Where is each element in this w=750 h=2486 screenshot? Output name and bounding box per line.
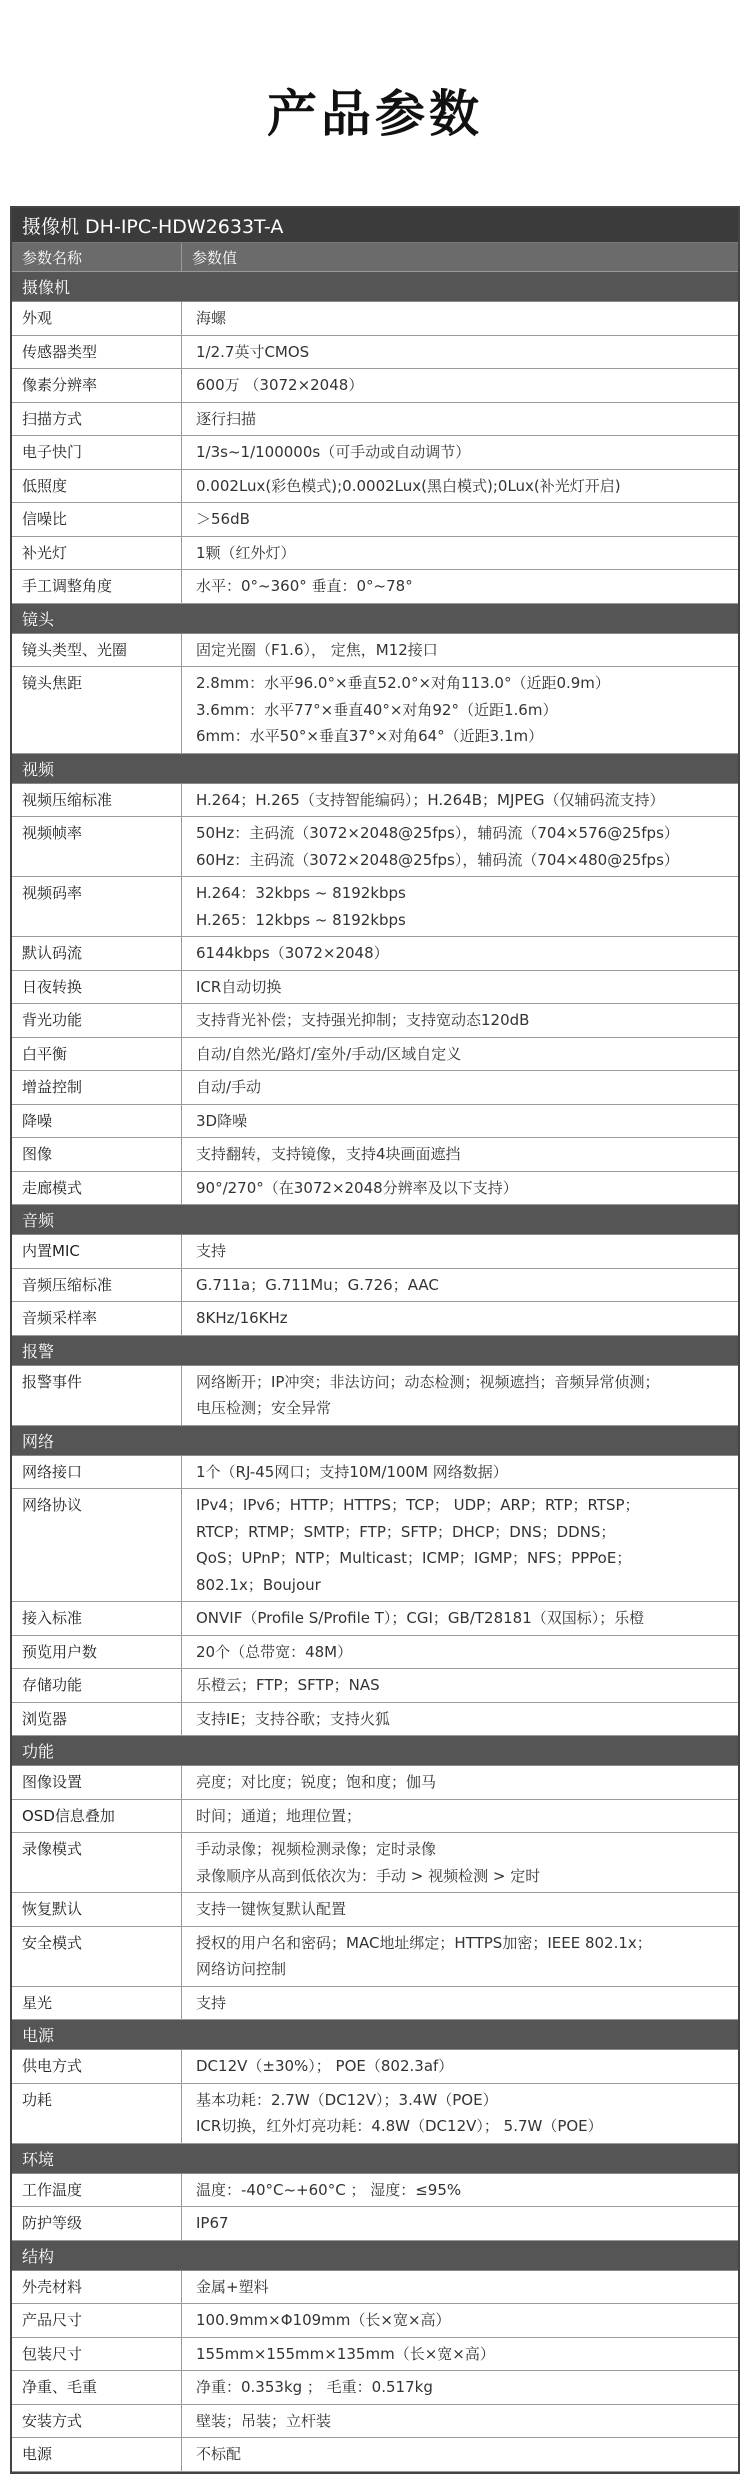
param-value-line: 自动/手动 [196,1078,262,1096]
param-value [182,2174,738,2207]
table-row [12,1071,738,1105]
param-value-line: 支持IE；支持谷歌；支持火狐 [196,1709,390,1728]
table-row [12,1766,738,1800]
param-value [182,1489,738,1601]
param-value-line: 3.6mm：水平77°×垂直40°×对角92°（近距1.6m） [196,700,558,719]
param-value-line: G.711a；G.711Mu；G.726；AAC [196,1275,439,1294]
param-value-line: 1/3s~1/100000s（可手动或自动调节） [196,443,471,461]
table-row [12,1703,738,1737]
param-value-line: 155mm×155mm×135mm（长×宽×高） [196,2344,495,2363]
param-value-line: 金属+塑料 [196,2277,269,2296]
param-name: 存储功能 [12,1669,182,1702]
param-name: 产品尺寸 [12,2304,182,2337]
param-name: 安全模式 [12,1927,182,1986]
param-value-line: 1颗（红外灯） [196,543,296,562]
param-value [182,971,738,1004]
table-row [12,1172,738,1206]
param-value-line: 100.9mm×Φ109mm（长×宽×高） [196,2311,451,2329]
table-row [12,2338,738,2372]
table-row [12,1456,738,1490]
table-row [12,570,738,604]
param-name: 图像 [12,1138,182,1171]
param-value [182,1105,738,1138]
param-value-line: DC12V（±30%）； POE（802.3af） [196,2057,454,2075]
section-header: 网络 [12,1426,738,1456]
table-row [12,470,738,504]
section-header: 功能 [12,1736,738,1766]
param-value [182,1269,738,1302]
param-value-line: 802.1x；Boujour [196,1575,321,1594]
param-name: 像素分辨率 [12,369,182,402]
param-value [182,817,738,876]
param-value-line: 温度：-40°C~+60°C ； 湿度：≤95% [196,2180,462,2199]
param-value [182,1071,738,1104]
param-value [182,537,738,570]
param-value [182,570,738,603]
param-name: 传感器类型 [12,336,182,369]
param-value-line: 20个（总带宽：48M） [196,1642,353,1661]
param-name: 预览用户数 [12,1636,182,1669]
param-name: 图像设置 [12,1766,182,1799]
param-name: 音频采样率 [12,1302,182,1335]
param-value-line: H.265：12kbps ~ 8192kbps [196,910,406,929]
param-name: 包装尺寸 [12,2338,182,2371]
param-value-line: 1个（RJ-45网口；支持10M/100M 网络数据） [196,1462,508,1481]
param-value [182,1669,738,1702]
table-row [12,971,738,1005]
param-name: 镜头类型、光圈 [12,634,182,667]
table-row [12,336,738,370]
param-name: 网络接口 [12,1456,182,1489]
param-value [182,1636,738,1669]
table-row [12,667,738,754]
param-value-line: 6mm：水平50°×垂直37°×对角64°（近距3.1m） [196,727,544,745]
param-value-line: 壁装；吊装；立杆装 [196,2411,332,2430]
param-name: 恢复默认 [12,1893,182,1926]
param-value-line: 净重：0.353kg ； 毛重：0.517kg [196,2378,433,2396]
param-value [182,784,738,817]
param-name: 补光灯 [12,537,182,570]
param-name: 手工调整角度 [12,570,182,603]
section-header: 镜头 [12,604,738,634]
table-body [12,272,738,2472]
table-row [12,1366,738,1426]
param-name: 增益控制 [12,1071,182,1104]
param-value-line: 支持背光补偿；支持强光抑制；支持宽动态120dB [196,1011,530,1029]
table-row [12,2405,738,2439]
param-value [182,667,738,753]
param-name: 白平衡 [12,1038,182,1071]
table-row [12,1489,738,1602]
table-row [12,1669,738,1703]
param-name: 浏览器 [12,1703,182,1736]
param-value-line: 90°/270°（在3072×2048分辨率及以下支持） [196,1178,518,1197]
param-value [182,436,738,469]
param-name: 音频压缩标准 [12,1269,182,1302]
table-row [12,784,738,818]
param-value-line: 录像顺序从高到低依次为：手动 > 视频检测 > 定时 [196,1866,541,1885]
param-value [182,1302,738,1335]
param-name: 网络协议 [12,1489,182,1601]
param-value [182,1893,738,1926]
param-value-line: 支持翻转，支持镜像，支持4块画面遮挡 [196,1145,461,1163]
param-name: 背光功能 [12,1004,182,1037]
section-header: 音频 [12,1205,738,1235]
spec-table [10,206,740,2474]
param-value-line: 手动录像；视频检测录像；定时录像 [196,1840,437,1858]
param-value [182,2438,738,2471]
table-row [12,877,738,937]
table-row [12,1602,738,1636]
param-value-line: H.264：32kbps ~ 8192kbps [196,884,406,902]
header-name-col: 参数名称 [12,243,182,271]
param-name: 功耗 [12,2084,182,2143]
param-name: 供电方式 [12,2050,182,2083]
param-value [182,1004,738,1037]
param-value-line: 海螺 [196,309,227,327]
param-value-line: 支持 [196,1993,227,2012]
param-value [182,1456,738,1489]
param-value-line: 1/2.7英寸CMOS [196,342,310,361]
param-value-line: 600万 （3072×2048） [196,376,364,394]
section-header: 环境 [12,2144,738,2174]
param-name: 降噪 [12,1105,182,1138]
param-value-line: 亮度；对比度；锐度；饱和度；伽马 [196,1773,437,1791]
table-row [12,817,738,877]
table-row [12,2050,738,2084]
param-value-line: H.264；H.265（支持智能编码）；H.264B；MJPEG（仅辅码流支持） [196,790,665,809]
table-row [12,1269,738,1303]
param-name: 工作温度 [12,2174,182,2207]
param-value [182,1602,738,1635]
param-value-line: 支持 [196,1242,227,1260]
param-value-line: 授权的用户名和密码；MAC地址绑定；HTTPS加密；IEEE 802.1x； [196,1933,652,1952]
table-row [12,537,738,571]
section-header: 摄像机 [12,272,738,302]
param-value-line: 60Hz：主码流（3072×2048@25fps），辅码流（704×480@25fps） [196,850,679,869]
table-row [12,2304,738,2338]
param-value [182,2338,738,2371]
param-value [182,302,738,335]
param-name: 视频压缩标准 [12,784,182,817]
param-value [182,1703,738,1736]
param-value [182,2371,738,2404]
param-name: 日夜转换 [12,971,182,1004]
param-value-line: 自动/自然光/路灯/室外/手动/区域自定义 [196,1044,462,1063]
param-name: 默认码流 [12,937,182,970]
table-row [12,403,738,437]
param-value [182,1235,738,1268]
param-value-line: ICR切换，红外灯亮功耗：4.8W（DC12V）； 5.7W（POE） [196,2117,603,2135]
param-value [182,634,738,667]
param-value-line: RTCP；RTMP；SMTP；FTP；SFTP；DHCP；DNS；DDNS； [196,1522,616,1541]
page-title: 产品参数 [267,85,483,143]
param-value [182,1987,738,2020]
table-row [12,1004,738,1038]
param-name: 安装方式 [12,2405,182,2438]
param-name: 电源 [12,2438,182,2471]
param-name: 视频帧率 [12,817,182,876]
param-value-line: 8KHz/16KHz [196,1309,288,1327]
table-row [12,1636,738,1670]
header-value-col: 参数值 [192,248,238,267]
param-value-line: 乐橙云；FTP；SFTP；NAS [196,1676,380,1694]
param-value [182,2084,738,2143]
param-value-line: 电压检测；安全异常 [196,1399,332,1417]
param-value [182,403,738,436]
param-value [182,1038,738,1071]
param-value-line: ＞56dB [196,510,250,528]
section-header: 报警 [12,1336,738,1366]
param-name: 扫描方式 [12,403,182,436]
param-name: 视频码率 [12,877,182,936]
param-value-line: 基本功耗：2.7W（DC12V）；3.4W（POE） [196,2090,498,2109]
param-value [182,937,738,970]
param-name: 星光 [12,1987,182,2020]
param-name: 电子快门 [12,436,182,469]
param-name: 报警事件 [12,1366,182,1425]
param-value [182,2405,738,2438]
param-name: 低照度 [12,470,182,503]
param-value [182,369,738,402]
table-row [12,436,738,470]
table-row [12,1987,738,2021]
model-title: 摄像机 DH-IPC-HDW2633T-A [12,208,738,243]
param-value-line: QoS；UPnP；NTP；Multicast；ICMP；IGMP；NFS；PPPoE； [196,1549,632,1567]
table-row [12,1927,738,1987]
table-row [12,2438,738,2472]
param-value [182,1800,738,1833]
table-row [12,634,738,668]
section-header: 结构 [12,2241,738,2271]
param-value [182,503,738,536]
table-row [12,1302,738,1336]
param-name: 镜头焦距 [12,667,182,753]
param-value-line: 2.8mm：水平96.0°×垂直52.0°×对角113.0°（近距0.9m） [196,674,610,692]
param-value-line: 不标配 [196,2445,242,2463]
table-row [12,2207,738,2241]
param-value-line: 逐行扫描 [196,409,257,428]
table-header [12,243,738,272]
param-name: 外观 [12,302,182,335]
param-value [182,2050,738,2083]
param-value [182,1833,738,1892]
param-value-line: 水平：0°~360° 垂直：0°~78° [196,577,413,595]
param-value [182,2207,738,2240]
param-name: 走廊模式 [12,1172,182,1205]
param-value [182,336,738,369]
param-value-line: 0.002Lux(彩色模式);0.0002Lux(黑白模式);0Lux(补光灯开启) [196,476,621,495]
param-name: 内置MIC [12,1235,182,1268]
param-value-line: IPv4；IPv6；HTTP；HTTPS；TCP； UDP；ARP；RTP；RTSP； [196,1496,640,1514]
param-value-line: 网络断开；IP冲突；非法访问；动态检测；视频遮挡；音频异常侦测； [196,1372,660,1391]
table-row [12,1833,738,1893]
param-value [182,1172,738,1205]
table-row [12,1893,738,1927]
table-row [12,1800,738,1834]
section-header: 电源 [12,2020,738,2050]
section-header: 视频 [12,754,738,784]
param-value-line: ICR自动切换 [196,977,282,996]
param-value-line: 3D降噪 [196,1111,248,1130]
param-value-line: 6144kbps（3072×2048） [196,944,389,962]
param-value [182,1927,738,1986]
param-value-line: 网络访问控制 [196,1960,287,1978]
param-name: 外壳材料 [12,2271,182,2304]
param-name: OSD信息叠加 [12,1800,182,1833]
param-value-line: 支持一键恢复默认配置 [196,1900,347,1918]
table-row [12,1105,738,1139]
param-value [182,1366,738,1425]
param-name: 信噪比 [12,503,182,536]
param-value [182,470,738,503]
table-row [12,2174,738,2208]
param-name: 防护等级 [12,2207,182,2240]
param-value-line: IP67 [196,2214,229,2232]
param-value [182,2304,738,2337]
table-row [12,1038,738,1072]
table-row [12,2271,738,2305]
param-value-line: 50Hz：主码流（3072×2048@25fps），辅码流（704×576@25fps） [196,824,679,842]
table-row [12,937,738,971]
param-value [182,1138,738,1171]
param-value-line: 固定光圈（F1.6）， 定焦，M12接口 [196,640,438,659]
table-row [12,503,738,537]
param-name: 净重、毛重 [12,2371,182,2404]
param-value [182,877,738,936]
table-row [12,1235,738,1269]
table-row [12,2084,738,2144]
param-name: 接入标准 [12,1602,182,1635]
table-row [12,1138,738,1172]
table-row [12,369,738,403]
param-value [182,2271,738,2304]
table-row [12,2371,738,2405]
param-value [182,1766,738,1799]
param-value-line: ONVIF（Profile S/Profile T）；CGI；GB/T28181（双国标）；乐橙 [196,1609,645,1627]
table-row [12,302,738,336]
param-value-line: 时间；通道；地理位置； [196,1806,362,1825]
param-name: 录像模式 [12,1833,182,1892]
